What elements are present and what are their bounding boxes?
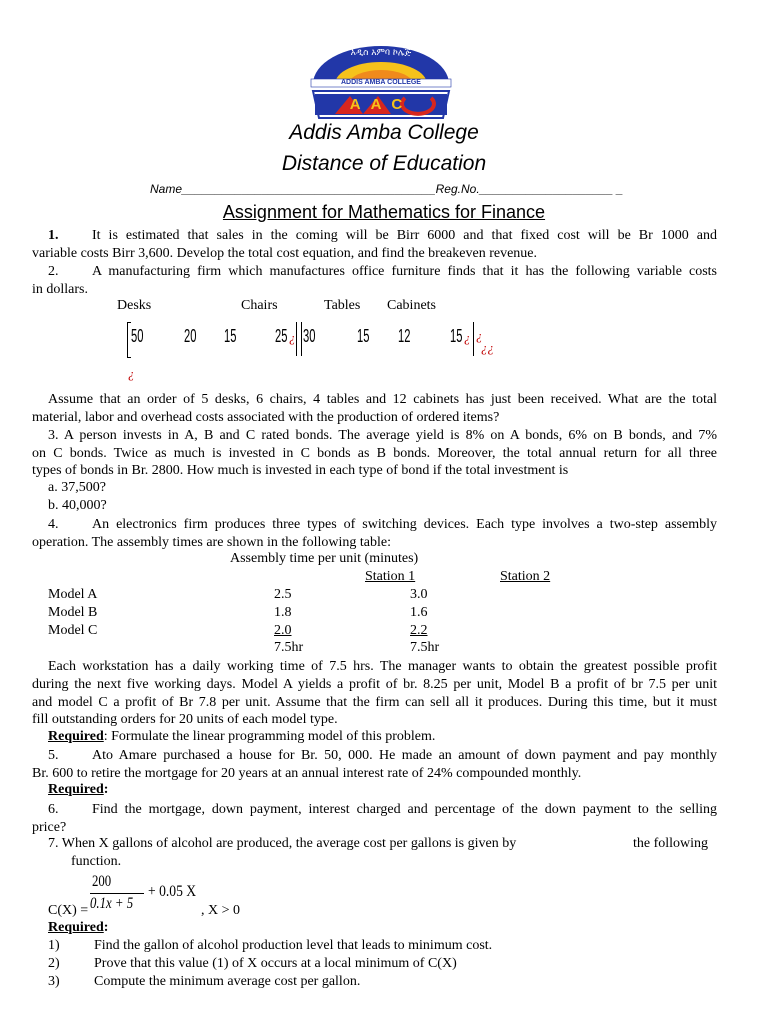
- q3-option-b: b. 40,000?: [48, 498, 107, 513]
- q4-text-line1: Each workstation has a daily working time of 7.5 hrs. The manager wants to obtain the greatest possible profit: [48, 659, 717, 674]
- station1-value: 2.0: [274, 623, 292, 638]
- program-name: Distance of Education: [281, 152, 487, 175]
- q7-line1: 7. When X gallons of alcohol are produced, the average cost per gallons is given by: [48, 836, 517, 851]
- q7-line1-end: the following: [633, 836, 709, 851]
- q4-text-line4: fill outstanding orders for 20 units of each model type.: [32, 712, 338, 727]
- matrix-cell: 25: [275, 326, 288, 346]
- logo-initials: AAC: [349, 96, 413, 113]
- reg-field[interactable]: ____________________ _: [479, 182, 624, 196]
- formula-lhs: C(X) =: [48, 903, 89, 918]
- q5-line2: Br. 600 to retire the mortgage for 20 years at an annual interest rate of 24% compounded monthly.: [32, 766, 582, 781]
- matrix-header-tables: Tables: [324, 298, 361, 313]
- matrix-cell: 15: [224, 326, 237, 346]
- model-label: Model C: [48, 623, 98, 638]
- matrix-cell: 30: [303, 326, 316, 346]
- required-label: Required: [48, 729, 104, 744]
- formula-fraction-bar: [90, 893, 144, 894]
- matrix-cell: 15: [357, 326, 370, 346]
- q4-text-line3: and model C a profit of Br 7.8 per unit. Assume that the firm can sell all it produces. During this time, but it must: [32, 695, 717, 710]
- matrix-glyph: ¿¿: [481, 340, 494, 355]
- name-label: Name: [150, 182, 183, 196]
- q3-line2: on C bonds. Twice as much is invested in C bonds as B bonds. Moreover, the total annual return for all three: [32, 446, 717, 461]
- formula-numerator: 200: [92, 873, 112, 890]
- matrix-cell: 12: [398, 326, 411, 346]
- station2-value: 2.2: [410, 623, 428, 638]
- table-col-station2: Station 2: [500, 569, 551, 584]
- task-text: Prove that this value (1) of X occurs at a local minimum of C(X): [94, 956, 457, 971]
- matrix-glyph: ¿: [128, 366, 135, 381]
- q4-line2: operation. The assembly times are shown in the following table:: [32, 535, 391, 550]
- q5-line1: 5. Ato Amare purchased a house for Br. 50, 000. He made an amount of down payment and pay monthly: [32, 747, 717, 765]
- formula-plus-term: + 0.05 X: [148, 883, 197, 900]
- q2-assume-line1: Assume that an order of 5 desks, 6 chairs, 4 tables and 12 cabinets has just been received. What are the total: [48, 392, 717, 407]
- matrix-glyph: ¿: [464, 330, 471, 345]
- station1-value: 1.8: [274, 605, 292, 620]
- logo-banner-text: ADDIS AMBA COLLEGE: [341, 79, 421, 86]
- college-logo: [305, 44, 457, 120]
- matrix-header-cabinets: Cabinets: [387, 298, 436, 313]
- q6-line2: price?: [32, 820, 67, 835]
- q5-required: Required:: [48, 782, 109, 797]
- matrix-header-desks: Desks: [117, 298, 152, 313]
- station2-value: 3.0: [410, 587, 428, 602]
- table-total-row: [0, 640, 768, 658]
- task-text: Compute the minimum average cost per gallon.: [94, 974, 361, 989]
- q1-line2: variable costs Birr 3,600. Develop the total cost equation, and find the breakeven revenue.: [32, 246, 537, 261]
- q1-line1: 1. It is estimated that sales in the coming will be Birr 6000 and that fixed cost will be Br 1000 and: [32, 227, 717, 245]
- table-col-station1: Station 1: [365, 569, 416, 584]
- q2-number: 2.: [48, 264, 59, 279]
- q2-assume-line2: material, labor and overhead costs associated with the production of ordered items?: [32, 410, 500, 425]
- matrix-glyph: ¿: [289, 330, 296, 345]
- q3-line3: types of bonds in Br. 2800. How much is invested in each type of bond if the total investment is: [32, 463, 569, 478]
- q4-text-line2: during the next five working days. Model A yields a profit of br. 8.25 per unit, Model B a profit of br 7.5 per unit: [32, 677, 717, 692]
- task-number: 1): [48, 938, 60, 953]
- task-number: 3): [48, 974, 60, 989]
- matrix-glyph: ¿: [476, 328, 483, 343]
- q2-line2: in dollars.: [32, 282, 88, 297]
- q4-number: 4.: [48, 517, 59, 532]
- logo-arc-text: አዲስ አምባ ኮሌጅ: [350, 48, 412, 58]
- table-row: [0, 587, 768, 605]
- model-label: Model B: [48, 605, 98, 620]
- station1-total: 7.5hr: [274, 640, 304, 655]
- q3-option-a: a. 37,500?: [48, 480, 106, 495]
- q7-required: Required:: [48, 920, 109, 935]
- table-caption: Assembly time per unit (minutes): [230, 551, 419, 566]
- matrix-cell: 50: [131, 326, 144, 346]
- matrix-header-chairs: Chairs: [241, 298, 278, 313]
- task-number: 2): [48, 956, 60, 971]
- formula-domain: , X > 0: [201, 903, 241, 918]
- required-label: Required: [48, 782, 104, 797]
- q2-line1: 2. A manufacturing firm which manufactures office furniture finds that it has the following variable costs: [32, 263, 717, 281]
- q6-line1: 6. Find the mortgage, down payment, interest charged and percentage of the down payment to the selling: [32, 801, 717, 819]
- station1-value: 2.5: [274, 587, 292, 602]
- q4-line1: 4. An electronics firm produces three types of switching devices. Each type involves a two-step assembly: [32, 516, 717, 534]
- assignment-title: Assignment for Mathematics for Finance: [222, 202, 546, 222]
- reg-label: Reg.No.: [435, 182, 480, 196]
- formula-denominator: 0.1x + 5: [90, 895, 134, 912]
- q5-number: 5.: [48, 748, 59, 763]
- q3-line1: 3. A person invests in A, B and C rated bonds. The average yield is 8% on A bonds, 6% on B bonds, and 7%: [48, 428, 717, 443]
- q7-line2: function.: [71, 854, 122, 869]
- station2-value: 1.6: [410, 605, 428, 620]
- college-name: Addis Amba College: [289, 121, 479, 144]
- name-field[interactable]: ______________________________________: [182, 182, 436, 196]
- matrix-bracket-right: [470, 322, 474, 356]
- table-row: [0, 623, 768, 641]
- matrix-bracket-mid: [296, 322, 302, 356]
- table-row: [0, 605, 768, 623]
- q6-number: 6.: [48, 802, 59, 817]
- q4-required: Required: Formulate the linear programming model of this problem.: [48, 729, 436, 744]
- required-label: Required: [48, 920, 104, 935]
- model-label: Model A: [48, 587, 98, 602]
- list-item: [48, 938, 728, 954]
- matrix-cell: 20: [184, 326, 197, 346]
- list-item: [48, 956, 728, 972]
- q1-number: 1.: [48, 228, 59, 243]
- task-text: Find the gallon of alcohol production level that leads to minimum cost.: [94, 938, 493, 953]
- list-item: [48, 974, 728, 990]
- matrix-cell: 15: [450, 326, 463, 346]
- station2-total: 7.5hr: [410, 640, 440, 655]
- name-reg-line: [150, 182, 623, 196]
